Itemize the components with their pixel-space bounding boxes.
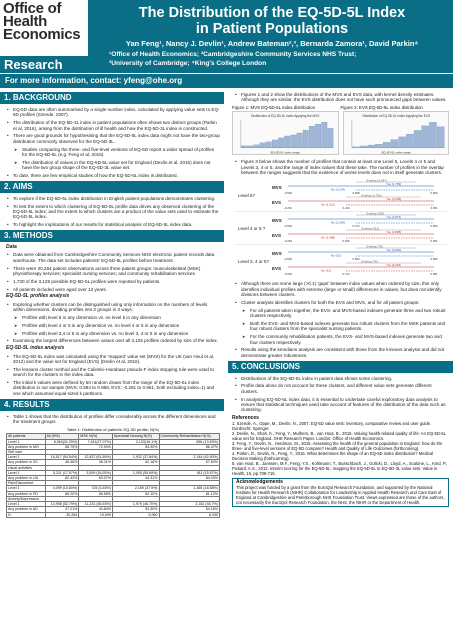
histogram-bar bbox=[328, 128, 334, 148]
histogram-bar bbox=[359, 146, 366, 148]
histogram-bar bbox=[309, 126, 315, 148]
table-cell: 19,099 bbox=[79, 512, 113, 517]
reference-item: 3. Feng, Y., Devlin, N., Herdman, M., 2015. Assessing the health of the general population in England: how do the three- and five-level versions of EQ-5D compare? Health and Quality of Life Outcomes (forthcoming). bbox=[232, 440, 443, 451]
table-cell: 16,517 (54.54%) bbox=[45, 455, 79, 460]
mvs-tick-label: 0.966 bbox=[430, 257, 438, 262]
fig1-caption: Figure 1: MVS EQ-5D-5L index distribution bbox=[232, 105, 316, 111]
table-cell: Anxiety/Depression bbox=[7, 496, 46, 501]
histogram-bar bbox=[303, 130, 309, 148]
evs-row-label: EVS bbox=[272, 233, 282, 239]
table-cell: 5,311 (17.57%) bbox=[45, 470, 79, 475]
table-cell: 96.55% bbox=[79, 491, 113, 496]
figure-2 bbox=[343, 111, 450, 155]
affiliation-line-2: ³University of Cambridge; ⁴King's College London bbox=[109, 60, 267, 67]
histogram-bar bbox=[321, 122, 327, 148]
list-item: • Results using the kmedians analysis are consistent with those from the kmeans analysis and did not demonstrate greater robustness. bbox=[234, 347, 449, 358]
results-body-right-b bbox=[228, 159, 453, 175]
list-item: • The distribution of the EQ-5D-3L index in patient populations often shows two distinct groups (Parkin et al, 2016), arising from the distribution of ill health and how the EQ-5D-3L index is constructed. bbox=[6, 120, 220, 131]
table-cell: Level 1 bbox=[7, 502, 46, 507]
list-item: ➤ Profiles with level 3,4 or 5 in any dimension vs. no level 3, 4 or 5 in any dimension bbox=[6, 331, 220, 336]
list-item: • Profile data alone do not account for these clusters, and different value sets generate different clusters. bbox=[234, 383, 449, 394]
table-cell: 5,960 bbox=[112, 512, 159, 517]
list-item: ➤ Studies comparing the three- and five-level versions of EQ-5D report a wider spread of profiles for the EQ-5D-5L (e.g. Feng et al, 2015). bbox=[6, 147, 220, 158]
table-cell: Self care bbox=[7, 450, 46, 455]
evs-tick-label: 0.495 bbox=[342, 239, 350, 244]
table-cell: Any problem in MO bbox=[7, 444, 46, 449]
evs-tick-label: 0.951 bbox=[430, 206, 438, 211]
evs-yes-label: Yes (3,004) bbox=[386, 263, 402, 268]
histogram-bar bbox=[315, 124, 321, 148]
table-cell: Any problem in UA bbox=[7, 476, 46, 481]
table-cell: 2,144 (42.40%) bbox=[159, 455, 220, 460]
table-cell: 57.60% bbox=[159, 460, 220, 465]
results-body-left bbox=[0, 414, 224, 425]
table-cell: 2,133(16.1%) bbox=[112, 439, 159, 444]
list-item: • Table 1 shows that the distribution of profiles differ considerably across the different dimensions and the treatment groups. bbox=[6, 414, 220, 425]
list-item: • Exploring whether clusters can be distinguished using only information on the numbers of levels within dimensions, dividing profiles into 2 groups in 3 ways: bbox=[6, 302, 220, 313]
acknowledgements-text: This project was funded by a grant from the EuroQol Research Foundation, and supported by the National Institute for Health Research (NIHR) Collaboration for Leadership in Applied Health Research and Care East of England at Cambridgeshire and Peterborough NHS Foundation Trust. Views expressed are those of the authors, not necessarily the EuroQol Research Foundation, the NHS, the NIHR or the Department of Health. bbox=[236, 484, 445, 505]
table-cell: 81.12% bbox=[159, 491, 220, 496]
conclusions-heading: 5. CONCLUSIONS bbox=[228, 361, 453, 373]
table-cell: Any problem in SC bbox=[7, 460, 46, 465]
figure-pair bbox=[228, 111, 453, 155]
list-item: • The kmeans cluster method and the Calinski–Harabasz pseudo-F index stopping rule were used to search for the clusters in the index data. bbox=[6, 367, 220, 378]
table-cell: 4,099 (10.80%) bbox=[45, 486, 79, 491]
evs-tick-label: -0.281 bbox=[284, 239, 292, 244]
chart-title: Distribution of EQ-5D-5L index Applying the MVS bbox=[251, 114, 320, 119]
table-header-cell: Specialist Nursing N(%) bbox=[112, 434, 159, 439]
list-item: • EQ-5D data are often summarised by a single number index, calculated by applying value sets to EQ-5D profiles (Szende, 2007). bbox=[6, 107, 220, 118]
histogram-bar bbox=[398, 137, 405, 148]
histogram-bar bbox=[383, 143, 390, 148]
table-cell: 47.21% bbox=[45, 507, 79, 512]
table-cell: 30,284 bbox=[45, 512, 79, 517]
table-cell: 43.84% bbox=[79, 507, 113, 512]
list-item: • To explore if the EQ-5D-5L index distribution in English patient populations demonstrates clustering. bbox=[6, 196, 220, 201]
histogram-bar bbox=[352, 147, 359, 148]
logo-line-3: Economics bbox=[3, 26, 81, 43]
mvs-row-label: MVS bbox=[272, 218, 282, 224]
table-cell: 1,055 (55.69%) bbox=[112, 470, 159, 475]
histogram-bar bbox=[272, 140, 278, 148]
profiles-subheading: EQ-5D-5L profiles analysis bbox=[6, 293, 70, 300]
table-cell: 1,366 (18.88%) bbox=[159, 486, 220, 491]
list-item: • To highlight the implications of our results for statistical analysis of EQ-5D-5L index data. bbox=[6, 222, 220, 227]
histogram-bar bbox=[247, 146, 253, 148]
background-heading: 1. BACKGROUND bbox=[0, 92, 224, 104]
aims-heading: 2. AIMS bbox=[0, 181, 224, 193]
x-axis-label: EQ-5D-5L index range bbox=[270, 150, 300, 155]
histogram-bar bbox=[284, 136, 290, 148]
table-cell: 2,162 (45.7%) bbox=[159, 502, 220, 507]
table-cell: 656 (13.53%) bbox=[159, 439, 220, 444]
mvs-tick-label: 0.550 bbox=[352, 257, 360, 262]
contact-bar: For more information, contact: yfeng@ohe.org bbox=[0, 74, 453, 88]
logo-line-2: Health bbox=[3, 13, 48, 30]
table-cell: Pain/Discomfort bbox=[7, 481, 46, 486]
poster-title bbox=[96, 5, 448, 37]
figure-3 bbox=[236, 178, 447, 278]
figure-1 bbox=[232, 111, 339, 155]
reference-item: 2. Devlin, N., Shah, K., Feng, Y., Mulhern, B., van Hout, B., 2016. Valuing health-related quality of life: An EQ-5D-5L value set for England. OHE Research Paper. London: Office of Health Economics. bbox=[232, 430, 446, 441]
mvs-overlap-label: Overlap (2,637) bbox=[366, 178, 387, 183]
mvs-no-label: No (1,600) bbox=[331, 220, 346, 225]
mvs-row-label: MVS bbox=[272, 251, 282, 257]
list-item: • To test the extent to which clustering of EQ-5D-5L profile data drives any observed clustering of the EQ-5D-5L index; and the extent to which clusters are a product of the value sets used to estimate the EQ-5D-5L index. bbox=[6, 204, 220, 220]
evs-yes-label: Yes (2,898) bbox=[386, 230, 402, 235]
table-cell: 62.16% bbox=[112, 460, 159, 465]
mvs-yes-label: Yes (1,789) bbox=[386, 182, 402, 187]
right-column bbox=[228, 90, 453, 640]
figure-caption-row bbox=[228, 105, 453, 110]
x-axis-label: EQ-5D-5L index range bbox=[381, 150, 411, 155]
table-cell: 84.43% bbox=[159, 476, 220, 481]
histogram-bar bbox=[390, 140, 397, 148]
table-cell: 1,932 (37.84%) bbox=[112, 455, 159, 460]
histogram-bar bbox=[375, 144, 382, 148]
results-body-right-c bbox=[228, 281, 453, 358]
table-cell: 82.43% bbox=[45, 476, 79, 481]
table-cell: 83.07% bbox=[79, 476, 113, 481]
list-item: ➤ Profiles with level 5 in any dimension vs. no level 5 in any dimension bbox=[6, 315, 220, 320]
profile-table bbox=[6, 427, 220, 517]
table-cell: 38.31% bbox=[79, 460, 113, 465]
mvs-no-label: No (32) bbox=[331, 253, 342, 258]
list-item: ➤ Profiles with level 4 or 5 in any dimension vs. no level 4 or 5 in any dimension bbox=[6, 323, 220, 328]
table-cell: 53.30% bbox=[112, 507, 159, 512]
histogram-bar bbox=[266, 142, 272, 148]
table-row bbox=[7, 512, 220, 517]
evs-tick-label: -0.281 bbox=[284, 272, 292, 277]
panel-label: Level 5? bbox=[238, 193, 256, 199]
reference-item: 4. Parkin, D., Devlin, N., Feng, Y., 2016. What determines the shape of an EQ-5D index distribution? Medical Decision Making (forthcoming). bbox=[232, 450, 434, 461]
fig2-caption: Figure 2: EVS EQ-5D-5L index distribution bbox=[340, 105, 423, 111]
list-item: ➤ Both the EVS- and MVS-based indexes generate two robust clusters from the MSK patients and four robust clusters from the specialist nursing patients. bbox=[234, 321, 449, 332]
table-body bbox=[7, 439, 220, 517]
table-cell: 13,998 (52.79%) bbox=[45, 502, 79, 507]
acknowledgements bbox=[232, 478, 449, 507]
list-item: • Figures 1 and 2 show the distributions of the MVS and EVS data, with kernel density estimates. Although they are similar, the EVS distribution does not have such pronounced gaps between values. bbox=[234, 92, 449, 103]
index-subheading: EQ-5D-5L index analysis bbox=[6, 345, 65, 352]
table-cell: Any problem in AD bbox=[7, 507, 46, 512]
list-item: • The EQ-5D-5L index was calculated using the 'mapped' value set (MVS) for the UK (van Hout et al, 2012) and the value set for England (EVS) (Devlin et al, 2016). bbox=[6, 354, 220, 365]
list-item: • 1,730 of the 3,125 possible EQ-5D-5L profiles were reported by patients. bbox=[6, 279, 220, 284]
table-cell: 54.16% bbox=[159, 507, 220, 512]
evs-tick-label: 0.951 bbox=[430, 239, 438, 244]
histogram-bar bbox=[291, 135, 297, 148]
title-line-1: The Distribution of the EQ-5D-5L Index bbox=[138, 5, 406, 21]
table-cell: 725 (3.45%) bbox=[79, 486, 113, 491]
list-item: ➤ For all patients taken together, the EVS- and MVS-based indexes generate three and two robust clusters respectively. bbox=[234, 308, 449, 319]
histogram-bar bbox=[297, 133, 303, 148]
table-cell: 911 (15.57%) bbox=[159, 470, 220, 475]
table-cell: 83.90% bbox=[112, 444, 159, 449]
histogram-bar bbox=[278, 138, 284, 148]
table-cell: Level 1 bbox=[7, 439, 46, 444]
mvs-tick-label: 0.374 bbox=[352, 224, 360, 229]
evs-overlap-label: Overlap (2,791) bbox=[361, 193, 382, 198]
list-item: • The initial k values were defined by 50 random draws from the range of the EQ-5D-5L index distribution in our sample (MVS: 0.594 to 0.966; EVS: -0.281 to 0.951; both excluding index=1) and one which assumed equal-sized k partitions. bbox=[6, 380, 220, 396]
level-overlap-diagram bbox=[236, 178, 447, 278]
evs-no-label: No (1,011) bbox=[321, 202, 335, 207]
mvs-tick-label: -0.594 bbox=[284, 257, 292, 262]
list-item: • There are good grounds for hypothesising that the EQ-5D-5L index data might not have the two-group distribution commonly observed for the EQ-5D-3L. bbox=[6, 133, 220, 144]
conclusions-body bbox=[228, 376, 453, 413]
evs-overlap-label: Overlap (311) bbox=[361, 226, 380, 231]
list-item: • Cluster analysis identifies clusters for both the EVS and MVS, and for all patient groups: bbox=[234, 300, 449, 305]
acknowledgements-heading: Acknowledgements bbox=[236, 478, 283, 485]
list-item: ➤ For the community rehabilitation patients, the EVS- and MVS-based indexes generate two and four clusters respectively. bbox=[234, 334, 449, 345]
references-heading: References bbox=[232, 414, 259, 421]
table-cell: N bbox=[7, 512, 46, 517]
table-cell: Any problem in PD bbox=[7, 491, 46, 496]
histogram-bar bbox=[406, 134, 413, 148]
list-item: • Although there are some large (>0.1) 'gaps' between index values when ordered by size, this only identifies individual profiles with extreme (large or small) differences in values, but does not identify divisions between clusters. bbox=[234, 281, 449, 297]
evs-histogram bbox=[344, 112, 449, 156]
histogram-bar bbox=[421, 126, 428, 148]
table-cell: 7,611(27.07%) bbox=[79, 439, 113, 444]
data-subheading: Data bbox=[6, 244, 17, 251]
list-item: • To date, there are few empirical studies of how the EQ-5D-5L index is distributed. bbox=[6, 173, 220, 178]
histogram-bar bbox=[241, 146, 247, 148]
left-column bbox=[0, 90, 224, 640]
list-item: • Distributions of the EQ-5D-5L index in patient data shows some clustering. bbox=[234, 376, 449, 381]
table-header-cell: Community Rehabilitation N(%) bbox=[159, 434, 220, 439]
evs-yes-label: Yes (2,038) bbox=[386, 197, 402, 202]
references bbox=[228, 416, 453, 476]
table-cell: 12,837 (61.69%) bbox=[79, 455, 113, 460]
affiliations bbox=[103, 50, 441, 70]
table-cell: 45.46% bbox=[45, 460, 79, 465]
mvs-yes-label: Yes (2,874) bbox=[386, 215, 402, 220]
evs-tick-label: -0.281 bbox=[284, 206, 292, 211]
title-line-2: in Patient Populations bbox=[195, 21, 349, 37]
reference-item: 5. van Hout, B., Janssen, M.F., Feng, Y.S., Kohlmann, T., Busschbach, J., Golicki, D., Lloyd, A., Scalone, L., Kind, P., Pickard, A.S., 2012. Interim scoring for the EQ-5D-5L: mapping the EQ-5D-5L to EQ-5D-3L value sets. Value in Health, 15, pp.708-715. bbox=[232, 460, 448, 476]
panel-label: Level 4 or 5 ? bbox=[238, 226, 266, 232]
ohe-logo bbox=[0, 0, 90, 73]
aims-body bbox=[0, 196, 224, 228]
evs-row-label: EVS bbox=[272, 200, 282, 206]
mvs-tick-label: -0.594 bbox=[284, 191, 292, 196]
table-cell: 6,050 bbox=[159, 512, 220, 517]
table-header-cell: All (N%) bbox=[45, 434, 79, 439]
histogram-bar bbox=[254, 145, 260, 148]
panel-label: Level 3, 4 or 5? bbox=[238, 259, 270, 265]
histogram-bar bbox=[413, 131, 420, 148]
list-item: ➤ The distribution of values in the EQ-5D-5L value set for England (Devlin et al. 2016) does not have the two group shape of the EQ-5D-3L value set. bbox=[6, 160, 220, 171]
evs-tick-label: 0.713 bbox=[342, 272, 350, 277]
table-cell: Usual activities bbox=[7, 465, 46, 470]
list-item: • Examining the largest differences between values over all 3,125 profiles ordered by size of the index. bbox=[6, 338, 220, 343]
mvs-yes-label: Yes (3,000) bbox=[386, 248, 402, 253]
list-item: • Figure 3 below shows the number of profiles that contain at least one Level 5, Levels 4 or 5 and Levels 3, 4 or 5, and the range of index values that these take. The number of profiles in the overlap between the ranges suggests that the existence of worse levels does not in itself generate clusters. bbox=[234, 159, 449, 175]
table-cell: 89.20% bbox=[45, 491, 79, 496]
evs-tick-label: 0.219 bbox=[342, 206, 350, 211]
list-item: • There were 30,284 patient observations across three patient groups: musculoskeletal (MSK) physiotherapy services; specialist nursing services; and community rehabilitation services. bbox=[6, 266, 220, 277]
logo-line-1: Office of bbox=[3, 0, 62, 17]
list-item: • In analysing EQ-5D-5L index data, it is essential to undertake careful exploratory data analysis to ensure that statistical techniques used take account of features of the distribution of the data such as clustering. bbox=[234, 397, 449, 413]
mvs-tick-label: 0.966 bbox=[430, 191, 438, 196]
mvs-tick-label: 0.966 bbox=[430, 224, 438, 229]
table-cell: 2,159 (37.9%) bbox=[112, 486, 159, 491]
histogram-bar bbox=[367, 145, 374, 148]
mvs-row-label: MVS bbox=[272, 185, 282, 191]
evs-tick-label: 0.951 bbox=[430, 272, 438, 277]
distribution-table bbox=[6, 433, 220, 517]
background-body bbox=[0, 107, 224, 178]
table-cell: Level 1 bbox=[7, 486, 46, 491]
methods-heading: 3. METHODS bbox=[0, 230, 224, 242]
results-body-right-a bbox=[228, 92, 453, 103]
histogram-bar bbox=[260, 143, 266, 148]
table-cell: 68.75% bbox=[45, 444, 79, 449]
table-cell: 44.31% bbox=[112, 476, 159, 481]
logo-research-label: Research bbox=[0, 56, 90, 73]
mvs-tick-label: 0.598 bbox=[352, 191, 360, 196]
list-item: • Data were obtained from Cambridgeshire Community Services NHS electronic patient records data warehouse. The data set includes patients' EQ-5D-5L profiles before treatment. bbox=[6, 252, 220, 263]
mvs-overlap-label: Overlap (79) bbox=[366, 244, 383, 249]
table-cell: 86.47% bbox=[159, 444, 220, 449]
chart-title: Distribution of EQ-5D-5L index Applying the EVS bbox=[361, 114, 430, 119]
evs-no-label: No (32) bbox=[321, 268, 332, 273]
poster-header bbox=[0, 0, 453, 73]
reference-item: 1. Szende, A., Oppe, M., Devlin, N., 2007. EQ-5D value sets: inventory, comparative review and user guide. Dordrecht: Springer. bbox=[232, 420, 432, 431]
mvs-histogram bbox=[233, 112, 338, 156]
table-cell: 8,563(31.25%) bbox=[45, 439, 79, 444]
mvs-no-label: No (1,024) bbox=[331, 187, 346, 192]
table-cell: Level 1 bbox=[7, 470, 46, 475]
affiliation-line-1: ¹Office of Health Economics; ²Cambridgeshire Community Services NHS Trust; bbox=[109, 51, 357, 58]
authors: Yan Feng¹, Nancy J. Devlin¹, Andrew Bateman²,³, Bernarda Zamora¹, David Parkin⁴ bbox=[125, 39, 419, 48]
table-cell: Level 1 bbox=[7, 455, 46, 460]
evs-no-label: No (1,488) bbox=[321, 235, 336, 240]
evs-overlap-label: Overlap (76) bbox=[361, 259, 378, 264]
table-cell: 11,231 (56.53%) bbox=[79, 502, 113, 507]
mvs-overlap-label: Overlap (263) bbox=[366, 211, 385, 216]
table-header-cell: MSK N(%) bbox=[79, 434, 113, 439]
histogram-bar bbox=[429, 122, 436, 148]
table-cell: 1,975 (46.70%) bbox=[112, 502, 159, 507]
methods-body bbox=[0, 245, 224, 396]
results-heading: 4. RESULTS bbox=[0, 399, 224, 411]
list-item: • All patients included were aged over 12 years. bbox=[6, 287, 220, 292]
evs-row-label: EVS bbox=[272, 266, 282, 272]
table-cell: 62.10% bbox=[112, 491, 159, 496]
table-header-cell: All patients bbox=[7, 434, 46, 439]
table-title: Table 1: Distribution of patients' EQ-5D profile; N(%) bbox=[66, 427, 160, 433]
histogram-bar bbox=[437, 127, 444, 148]
mvs-tick-label: -0.594 bbox=[284, 224, 292, 229]
table-cell: 72.93% bbox=[79, 444, 113, 449]
table-cell: 3,599 (16.93%) bbox=[79, 470, 113, 475]
